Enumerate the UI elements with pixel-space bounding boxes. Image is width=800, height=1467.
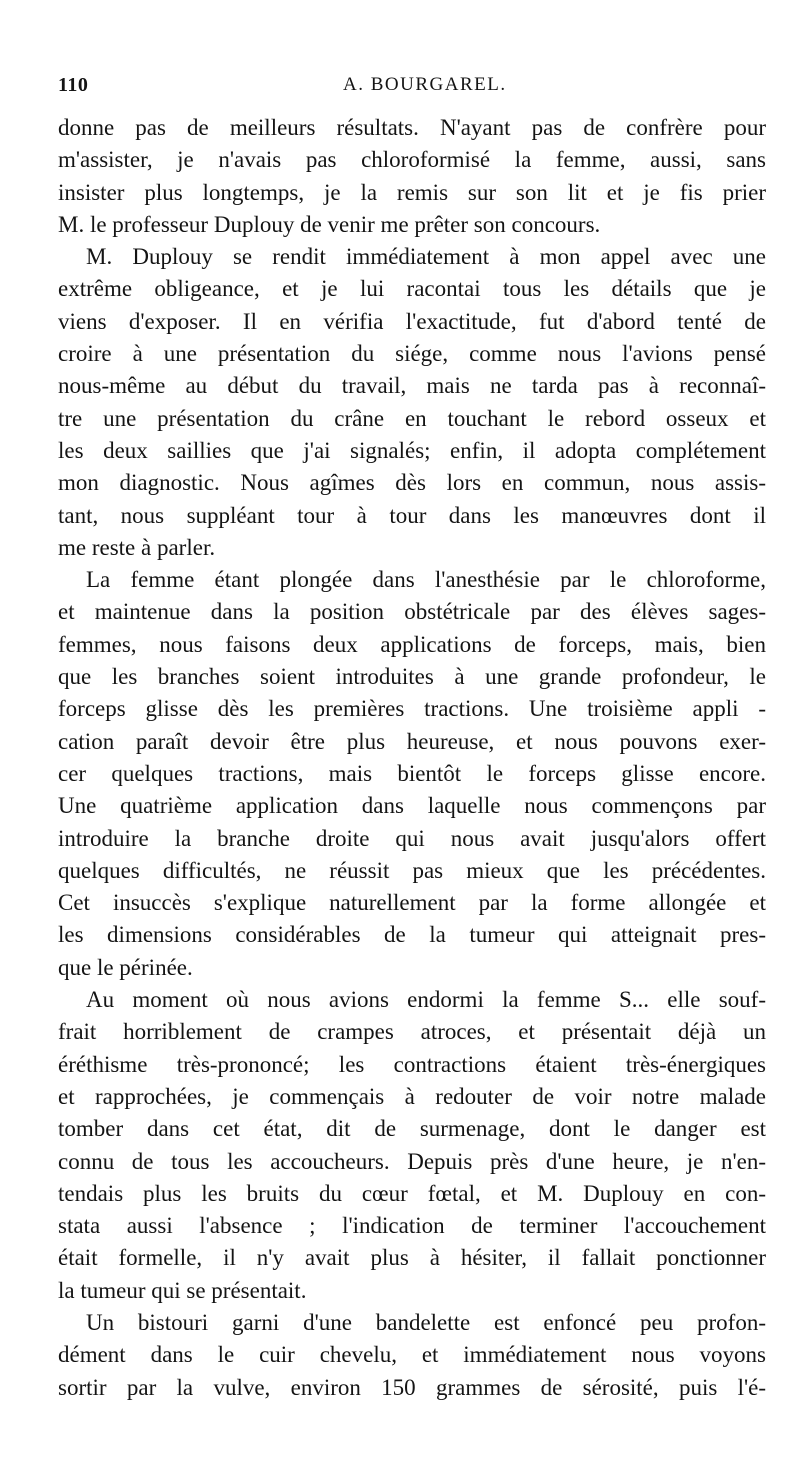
text-line: viens d'exposer. Il en vérifia l'exactitude, fut d'abord tenté de: [58, 308, 766, 334]
text-line: connu de tous les accoucheurs. Depuis près d'une heure, je n'en-: [58, 1148, 766, 1174]
text-line: Cet insuccès s'explique naturellement par la forme allongée et: [58, 890, 766, 916]
text-line: quelques difficultés, ne réussit pas mieux que les précédentes.: [58, 857, 766, 883]
text-line: forceps glisse dès les premières tractions. Une troisième appli -: [58, 696, 766, 722]
text-line: que les branches soient introduites à une grande profondeur, le: [58, 664, 766, 690]
text-line: tendais plus les bruits du cœur fœtal, et M. Duplouy en con-: [58, 1180, 766, 1206]
text-line: M. le professeur Duplouy de venir me prêter son concours.: [58, 211, 601, 237]
text-line: la tumeur qui se présentait.: [58, 1277, 307, 1303]
text-line: cer quelques tractions, mais bientôt le forceps glisse encore.: [58, 760, 766, 786]
text-line: femmes, nous faisons deux applications de forceps, mais, bien: [58, 631, 766, 657]
text-line: me reste à parler.: [58, 534, 216, 560]
text-line: que le périnée.: [58, 954, 193, 980]
text-line: croire à une présentation du siége, comme nous l'avions pensé: [58, 341, 766, 367]
text-line: M. Duplouy se rendit immédiatement à mon appel avec une: [86, 244, 766, 270]
text-line: éréthisme très-prononcé; les contractions étaient très-énergiques: [58, 1051, 766, 1077]
text-line: mon diagnostic. Nous agîmes dès lors en commun, nous assis-: [58, 470, 766, 496]
page-header: [58, 74, 758, 104]
text-line: m'assister, je n'avais pas chloroformisé la femme, aussi, sans: [58, 147, 766, 173]
text-line: et maintenue dans la position obstétricale par des élèves sages-: [58, 599, 766, 625]
text-line: sortir par la vulve, environ 150 grammes de sérosité, puis l'é-: [58, 1374, 766, 1400]
text-line: stata aussi l'absence ; l'indication de terminer l'accouchement: [58, 1213, 766, 1239]
text-line: tre une présentation du crâne en touchant le rebord osseux et: [58, 405, 766, 431]
text-line: insister plus longtemps, je la remis sur son lit et je fis prier: [58, 179, 766, 205]
text-line: Une quatrième application dans laquelle nous commençons par: [58, 793, 766, 819]
text-line: nous-même au début du travail, mais ne tarda pas à reconnaî-: [58, 373, 766, 399]
text-line: était formelle, il n'y avait plus à hésiter, il fallait ponctionner: [58, 1245, 766, 1271]
text-line: les deux saillies que j'ai signalés; enfin, il adopta complétement: [58, 437, 766, 463]
text-line: dément dans le cuir chevelu, et immédiatement nous voyons: [58, 1342, 766, 1368]
text-line: Un bistouri garni d'une bandelette est enfoncé peu profon-: [86, 1309, 766, 1335]
text-line: et rapprochées, je commençais à redouter de voir notre malade: [58, 1083, 766, 1109]
text-line: tant, nous suppléant tour à tour dans les manœuvres dont il: [58, 502, 766, 528]
body-text: [58, 112, 766, 1404]
page-number: 110: [58, 74, 89, 96]
text-line: frait horriblement de crampes atroces, et présentait déjà un: [58, 1019, 766, 1045]
text-line: extrême obligeance, et je lui racontai tous les détails que je: [58, 276, 766, 302]
text-line: tomber dans cet état, dit de surmenage, dont le danger est: [58, 1116, 766, 1142]
text-line: La femme étant plongée dans l'anesthésie par le chloroforme,: [86, 567, 766, 593]
text-line: cation paraît devoir être plus heureuse, et nous pouvons exer-: [58, 728, 766, 754]
text-line: donne pas de meilleurs résultats. N'ayant pas de confrère pour: [58, 115, 766, 140]
running-head: A. BOURGAREL.: [343, 74, 507, 95]
text-line: les dimensions considérables de la tumeur qui atteignait pres-: [58, 922, 766, 948]
text-line: Au moment où nous avions endormi la femme S... elle souf-: [86, 987, 766, 1013]
text-line: introduire la branche droite qui nous avait jusqu'alors offert: [58, 825, 766, 851]
